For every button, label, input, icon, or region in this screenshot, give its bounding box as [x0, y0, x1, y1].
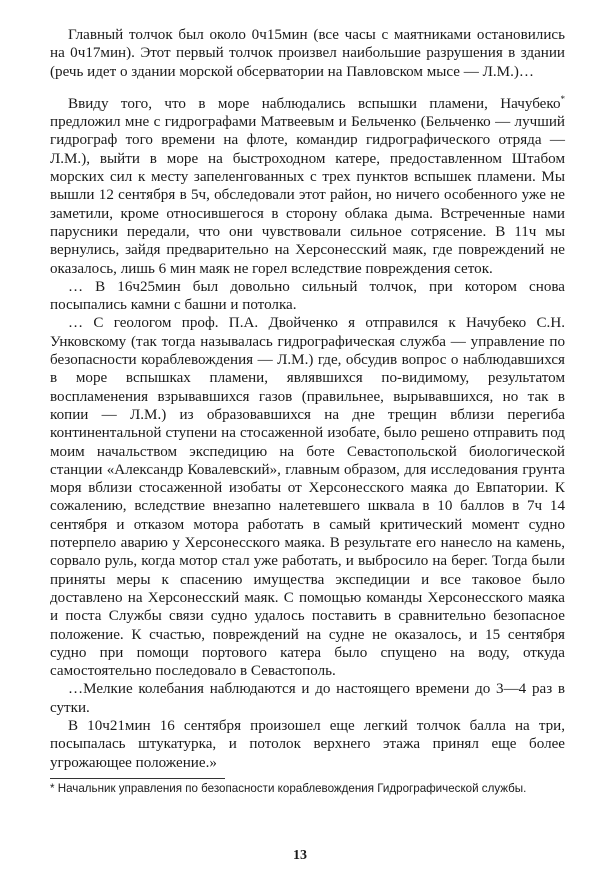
footnote-marker: * [560, 93, 565, 104]
paragraph-main-shock: Главный толчок был около 0ч15мин (все часы с маятниками остановились на 0ч17мин). Этот первый толчок произвел наибольшие разрушения в здании (речь идет о здании морской обсерватории на Павловском мысе — Л.М.)… [50, 27, 565, 80]
footnote-divider [50, 778, 225, 779]
paragraph-10h21: В 10ч21мин 16 сентября произошел еще легкий толчок балла на три, посыпалась штукатурка, и потолок верхнего этажа принял еще более угрожающее положение.» [50, 717, 565, 771]
paragraph-minor-tremors: …Мелкие колебания наблюдаются и до настоящего времени до 3—4 раз в сутки. [50, 681, 565, 716]
paragraph-expedition [50, 95, 565, 278]
paragraph-expedition-start: Ввиду того, что в море наблюдались вспышки пламени, Начубеко [68, 95, 561, 112]
paragraph-16h25: … В 16ч25мин был довольно сильный толчок, при котором снова посыпались камни с башни и потолка. [50, 278, 565, 314]
paragraph-expedition-rest: предложил мне с гидрографами Матвеевым и Бельченко (Бельченко — лучший гидрограф того времени на флоте, командир гидрографического отряда — Л.М.), выйти в море на быстроходном катере, предоставленном Штабом морских сил к месту запеленгованных с трех пунктов вспышек пламени. Мы вышли 12 сентября в 5ч, обследовали этот район, но ничего особенного уже не заметили, кроме относившегося в сторону облака дыма. Встреченные нами парусники передали, что они чувствовали сильное сотрясение. В 11ч мы вернулись, зайдя предварительно на Херсонесский маяк, где повреждений не оказалось, лишь 6 мин маяк не горел вследствие повреждения сеток. [50, 114, 565, 277]
page-number: 13 [293, 848, 307, 863]
paragraph-geologist: … С геологом проф. П.А. Двойченко я отправился к Начубеко С.Н. Унковскому (так тогда называлась гидрографическая служба — управление по безопасности кораблевождения — Л.М.) где, обсудив вопрос о наблюдавшихся в море вспышках пламени, являвшихся по-видимому, результатом воспламенения взрывавшихся газов (правильнее, вырывавшихся, но так в копии — Л.М.) из образовавшихся на дне трещин вблизи перегиба континентальной ступени на стосаженной изобате, было решено отправить под моим начальством экспедицию на боте Севастопольской биологической станции «Александр Ковалевский», главным образом, для исследования грунта моря вблизи стосаженной изобаты от Херсонесского маяка до Евпатории. К сожалению, вследствие внезапно налетевшего шквала в 10 баллов в 7ч 14 сентября и отказом мотора работать в самый критический момент судно потерпело аварию у Херсонесского маяка. В результате его нанесло на камень, сорвало руль, когда мотор стал уже работать, и выбросило на берег. Тогда были приняты меры к спасению имущества экспедиции и все таковое было доставлено на Херсонесский маяк. С помощью команды Херсонесского маяка и поста Службы связи судно удалось поставить в сравнительно безопасное положение. К счастью, повреждений на судне не оказалось, и 15 сентября судно при помощи портового катера было спущено на воду, откуда самостоятельно последовало в Севастополь. [50, 315, 565, 680]
footnote: * Начальник управления по безопасности кораблевождения Гидрографической службы. [50, 781, 527, 795]
document-page [50, 26, 565, 795]
